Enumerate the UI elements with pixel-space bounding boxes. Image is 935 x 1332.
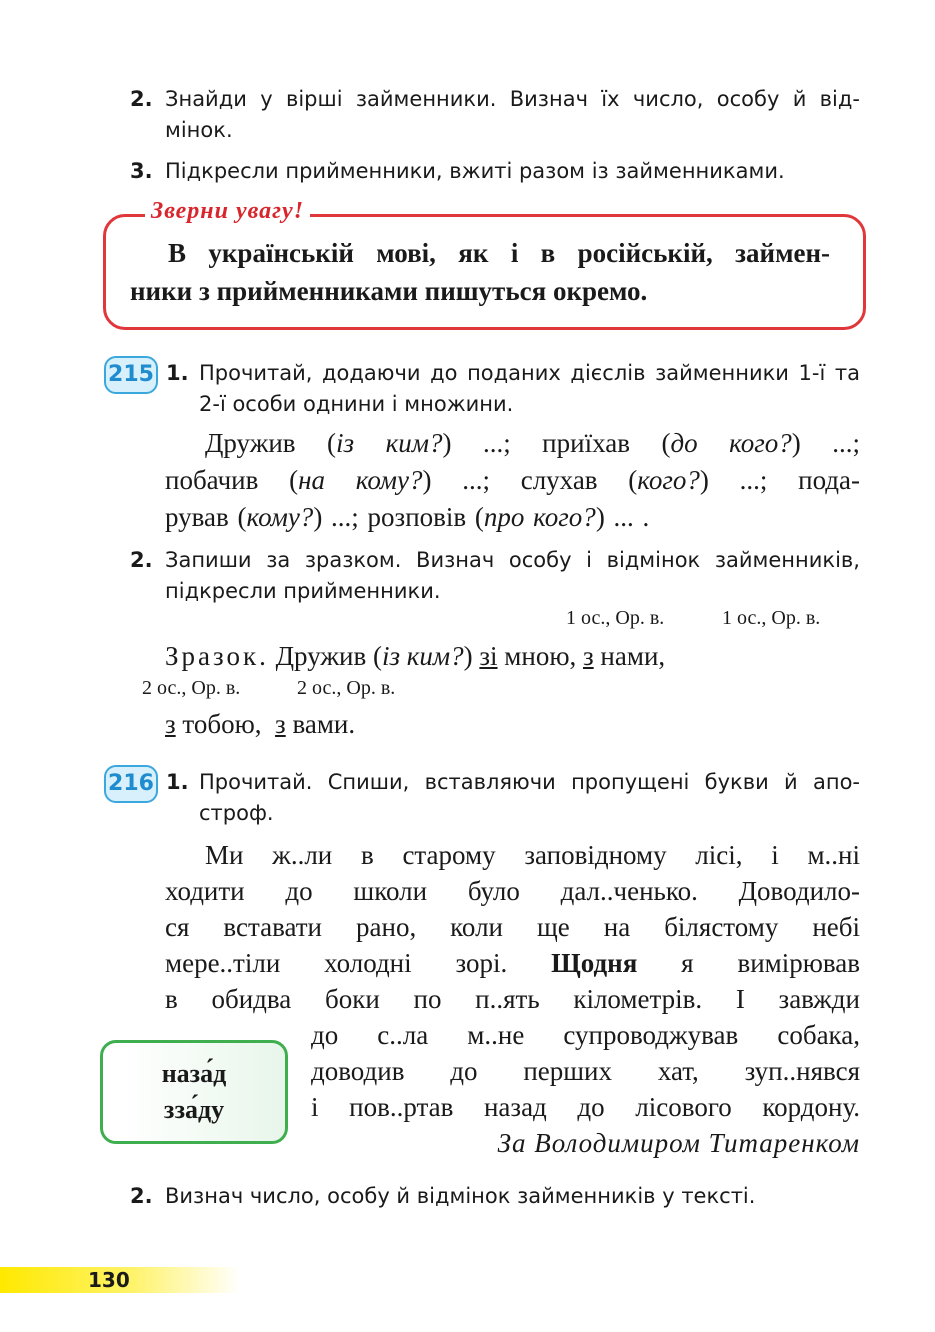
task-number: 1. <box>166 361 189 385</box>
sample-line-2: з тобою, з вами. <box>165 709 356 739</box>
task-number: 2. <box>130 87 153 111</box>
ex216-task-2 <box>130 1181 860 1212</box>
note-word: зза́ду <box>163 1095 225 1124</box>
task-2-prev <box>130 84 860 142</box>
grammar-label: 1 ос., Ор. в. <box>722 607 821 629</box>
note-word: наза́д <box>161 1059 227 1088</box>
text-line: доводив до перших хат, зуп..нявся <box>311 1056 860 1086</box>
preposition: з <box>165 709 176 739</box>
attention-line: В українській мові, як і в російській, займен- <box>168 238 830 268</box>
task-text-line: строф. <box>199 801 274 825</box>
ex216-text <box>165 837 860 1017</box>
task-text-line: Прочитай. Спиши, вставляючи пропущені букви й апо- <box>199 770 860 794</box>
exercise-number-badge: 216 <box>104 765 158 803</box>
task-text-line: 2-ї особи однини і множини. <box>199 392 514 416</box>
task-text: Визнач число, особу й відмінок займенників у тексті. <box>165 1184 756 1208</box>
task-text-line: Прочитай, додаючи до поданих дієслів займенники 1-ї та <box>199 361 860 385</box>
task-number: 2. <box>130 548 153 572</box>
text-line: ходити до школи було дал..ченько. Доводило- <box>165 876 860 906</box>
text-line: до с..ла м..не супроводжував собака, <box>311 1020 860 1050</box>
ex215-text <box>165 425 860 536</box>
task-number: 3. <box>130 159 153 183</box>
highlighted-word: Щодня <box>551 948 638 978</box>
preposition: з <box>275 709 286 739</box>
text-line: ся вставати рано, коли ще на білястому небі <box>165 912 860 942</box>
attention-text <box>130 234 830 310</box>
text-line: Ми ж..ли в старому заповідному лісі, і м..ні <box>205 840 860 870</box>
ex215-task-1 <box>166 358 860 416</box>
text-line: рував (кому?) ...; розповів (про кого?) ... . <box>165 502 650 532</box>
text-line: мере..тіли холодні зорі. Щодня я вимірював <box>165 948 861 978</box>
task-text-line: мінок. <box>165 118 233 142</box>
ex216-text-indented <box>311 1017 860 1161</box>
attention-title: Зверни увагу! <box>145 198 310 225</box>
attention-line: ники з прийменниками пишуться окремо. <box>130 276 648 306</box>
text-line: Дружив (із ким?) ...; приїхав (до кого?) ...; <box>205 428 860 458</box>
task-text-line: Запиши за зразком. Визнач особу і відмінок займенників, <box>165 548 860 572</box>
task-text-line: підкресли прийменники. <box>165 579 441 603</box>
author-credit: За Володимиром Титаренком <box>497 1128 860 1158</box>
page-number: 130 <box>88 1268 130 1292</box>
text-line: в обидва боки по п..ять кілометрів. І завжди <box>165 984 860 1014</box>
grammar-label: 2 ос., Ор. в. <box>142 677 241 699</box>
task-number: 2. <box>130 1184 153 1208</box>
preposition: зі <box>479 641 498 671</box>
text-line: і пов..ртав назад до лісового кордону. <box>311 1092 860 1122</box>
task-text: Підкресли прийменники, вжиті разом із займенниками. <box>165 159 785 183</box>
stress-note-box <box>100 1040 288 1144</box>
sample-word: Зразок. <box>165 641 269 671</box>
ex215-task-2 <box>130 545 860 603</box>
preposition: з <box>583 641 594 671</box>
task-number: 1. <box>166 770 189 794</box>
sample-line: Зразок. Дружив (із ким?) зі мною, з нами, <box>165 641 666 671</box>
ex216-task-1 <box>166 767 860 825</box>
task-text-line: Знайди у вірші займенники. Визнач їх число, особу й від- <box>165 87 860 111</box>
text-line: побачив (на кому?) ...; слухав (кого?) ...; пода- <box>165 465 861 495</box>
grammar-label: 1 ос., Ор. в. <box>566 607 665 629</box>
grammar-label: 2 ос., Ор. в. <box>297 677 396 699</box>
exercise-number-badge: 215 <box>104 356 158 394</box>
task-3-prev <box>130 156 860 187</box>
